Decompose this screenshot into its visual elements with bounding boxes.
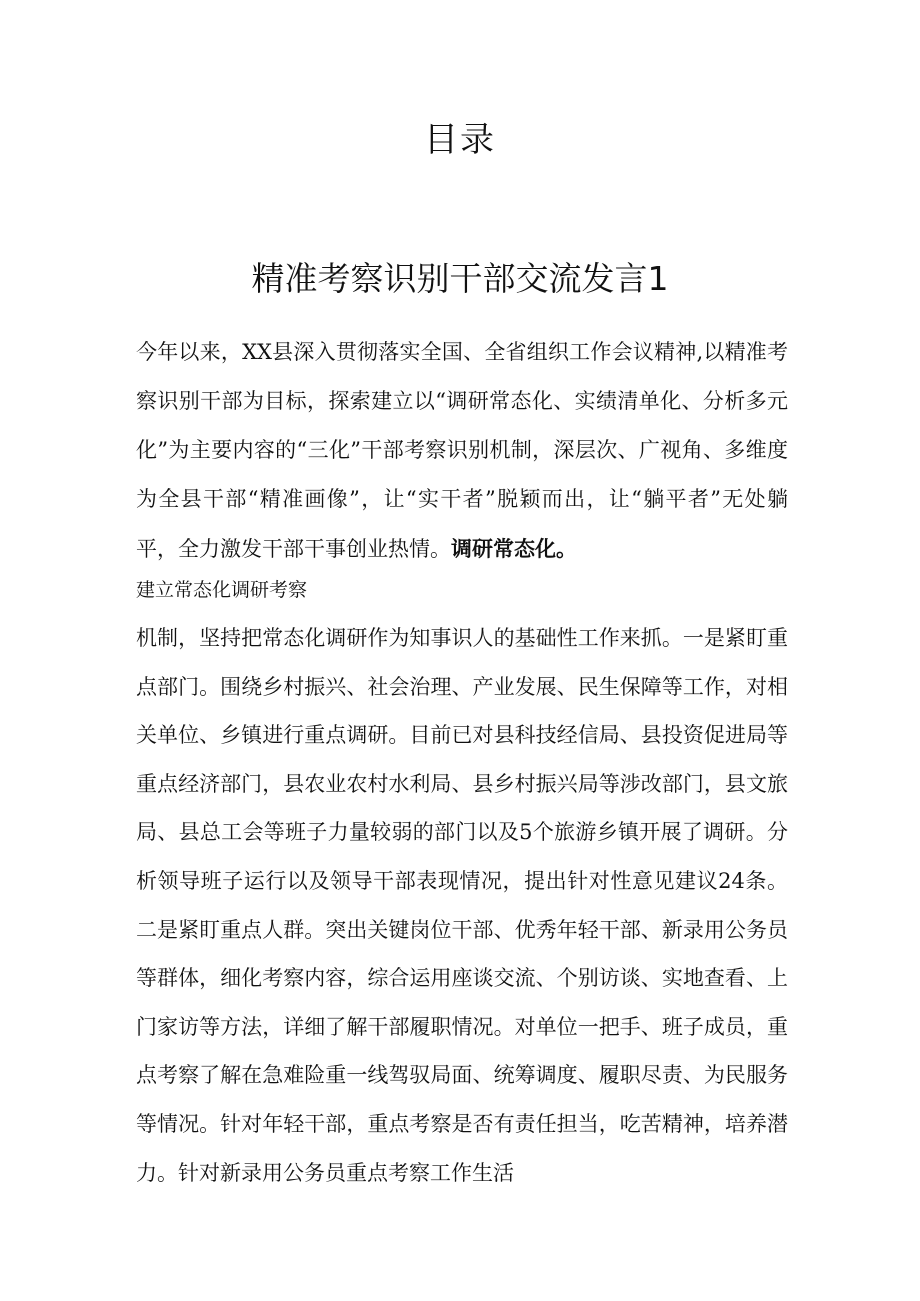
intro-paragraph-text: 今年以来，XX县深入贯彻落实全国、全省组织工作会议精神,以精准考察识别干部为目标，探索建立以“调研常态化、实绩清单化、分析多元化”为主要内容的“三化”干部考察识别机制，深层次、广视角、多维度为全县干部“精准画像”，让“实干者”脱颖而出，让“躺平者”无处躺平，全力激发干部干事创业热情。 <box>136 340 788 561</box>
toc-title: 目录 <box>424 120 496 160</box>
document-title: 精准考察识别干部交流发言1 <box>251 259 669 298</box>
intro-paragraph <box>136 328 788 574</box>
body-paragraph: 机制，坚持把常态化调研作为知事识人的基础性工作来抓。一是紧盯重点部门。围绕乡村振兴、社会治理、产业发展、民生保障等工作，对相关单位、乡镇进行重点调研。目前已对县科技经信局、县投资促进局等重点经济部门，县农业农村水利局、县乡村振兴局等涉改部门，县文旅局、县总工会等班子力量较弱的部门以及5个旅游乡镇开展了调研。分析领导班子运行以及领导干部表现情况，提出针对性意见建议24条。二是紧盯重点人群。突出关键岗位干部、优秀年轻干部、新录用公务员等群体，细化考察内容，综合运用座谈交流、个别访谈、实地查看、上门家访等方法，详细了解干部履职情况。对单位一把手、班子成员，重点考察了解在急难险重一线驾驭局面、统筹调度、履职尽责、为民服务等情况。针对年轻干部，重点考察是否有责任担当，吃苦精神，培养潜力。针对新录用公务员重点考察工作生活 <box>136 626 788 1185</box>
section-subheading: 建立常态化调研考察 <box>136 579 308 601</box>
section-lead-heading: 调研常态化。 <box>451 536 577 561</box>
